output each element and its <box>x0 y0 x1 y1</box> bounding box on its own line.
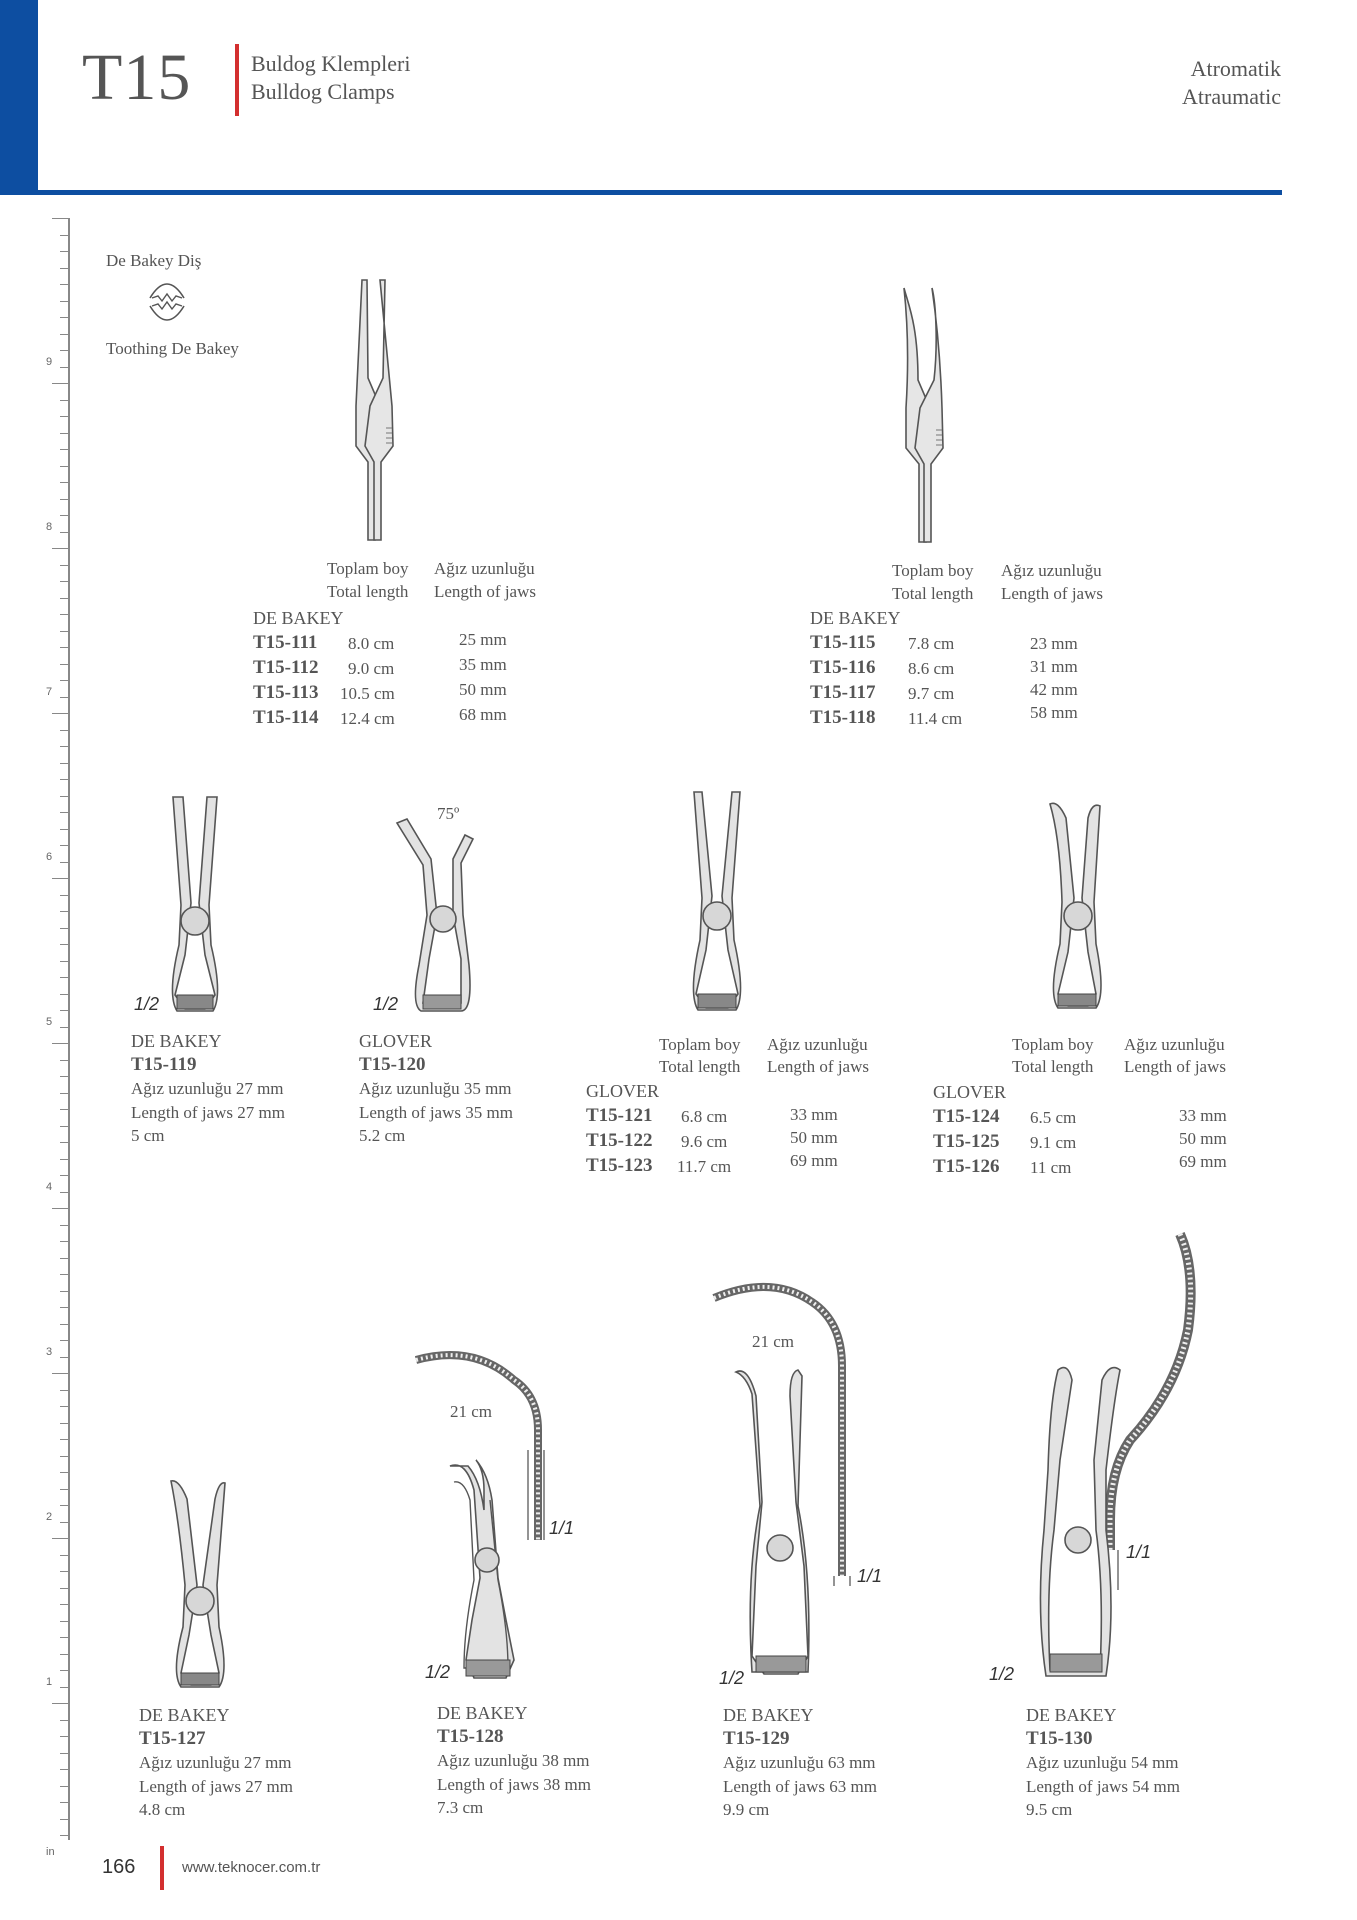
ruler-tick <box>52 383 68 384</box>
scale-label: 1/2 <box>989 1664 1015 1684</box>
ruler-tick <box>60 1175 68 1176</box>
ruler-tick <box>52 1043 68 1044</box>
jaw-length: 50 mm <box>790 1128 838 1147</box>
ruler-tick <box>60 1588 68 1589</box>
ruler-tick <box>60 1109 68 1110</box>
title-tr: Buldog Klempleri <box>251 51 411 76</box>
ruler-tick <box>60 1406 68 1407</box>
ruler-tick <box>60 499 68 500</box>
total-length: 11.4 cm <box>908 709 963 728</box>
ruler-tick <box>60 317 68 318</box>
ruler-tick <box>60 895 68 896</box>
ruler-tick <box>60 1456 68 1457</box>
ruler-tick <box>60 1786 68 1787</box>
jaw-length: 68 mm <box>459 705 507 724</box>
ruler-number: 1 <box>46 1676 53 1688</box>
product-code: T15-118 <box>810 707 876 728</box>
product-code: T15-123 <box>586 1155 653 1176</box>
ruler-tick <box>60 532 68 533</box>
col-jaws-tr: Ağız uzunluğu <box>1124 1035 1225 1054</box>
ruler-tick <box>60 1819 68 1820</box>
ruler-tick <box>60 1060 68 1061</box>
ruler-tick <box>60 746 68 747</box>
header-side-bar <box>0 0 38 195</box>
col-jaws-en: Length of jaws <box>767 1057 869 1076</box>
ruler-tick <box>60 763 68 764</box>
ruler-tick <box>60 862 68 863</box>
jaw-length: 50 mm <box>1179 1129 1227 1148</box>
ruler-tick <box>60 1670 68 1671</box>
item-jaws-tr: Ağız uzunluğu 27 mm <box>139 1753 292 1772</box>
product-code: T15-117 <box>810 682 876 703</box>
col-jaws-tr: Ağız uzunluğu <box>767 1035 868 1054</box>
product-code: T15-125 <box>933 1131 1000 1152</box>
ruler-tick <box>60 416 68 417</box>
scale-label: 1/2 <box>134 994 160 1014</box>
ruler-tick <box>52 1703 68 1704</box>
ruler-tick <box>60 1324 68 1325</box>
ruler-tick <box>52 1208 68 1209</box>
col-total-tr: Toplam boy <box>659 1035 741 1054</box>
ruler-tick <box>60 977 68 978</box>
col-total-en: Total length <box>659 1057 741 1076</box>
ruler-tick <box>60 367 68 368</box>
clamp-t15-124-image <box>1044 798 1110 1012</box>
ruler-tick <box>60 1307 68 1308</box>
ruler-tick <box>60 614 68 615</box>
item-name: DE BAKEY <box>139 1705 230 1725</box>
col-jaws-en: Length of jaws <box>1001 584 1103 603</box>
scale-label: 1/2 <box>425 1662 451 1682</box>
ruler-tick <box>60 1753 68 1754</box>
ruler-tick <box>60 1505 68 1506</box>
item-code: T15-127 <box>139 1728 206 1749</box>
jaw-length: 35 mm <box>459 655 507 674</box>
ruler-tick <box>60 449 68 450</box>
length-label: 21 cm <box>450 1402 493 1421</box>
website-link[interactable]: www.teknocer.com.tr <box>182 1859 321 1876</box>
scale-label: 1/1 <box>1126 1542 1152 1562</box>
total-length: 9.6 cm <box>681 1132 728 1151</box>
ruler-number: 6 <box>46 851 53 863</box>
ruler-tick <box>60 796 68 797</box>
category-en: Atraumatic <box>1182 84 1281 109</box>
ruler-tick <box>60 1522 68 1523</box>
total-length: 10.5 cm <box>340 684 395 703</box>
ruler-tick <box>60 1291 68 1292</box>
ruler-tick <box>60 1687 68 1688</box>
ruler-tick <box>52 218 68 219</box>
ruler-tick <box>60 928 68 929</box>
ruler-tick <box>60 268 68 269</box>
item-code: T15-129 <box>723 1728 790 1749</box>
item-total: 9.5 cm <box>1026 1800 1073 1819</box>
item-jaws-tr: Ağız uzunluğu 38 mm <box>437 1751 590 1770</box>
col-total-tr: Toplam boy <box>327 559 409 578</box>
ruler-tick <box>60 779 68 780</box>
ruler-unit: in <box>46 1846 55 1858</box>
item-total: 5 cm <box>131 1126 165 1145</box>
ruler-tick <box>60 1192 68 1193</box>
clamp-t15-120-image <box>395 815 475 1015</box>
clamp-t15-121-image <box>684 790 750 1014</box>
ruler-tick <box>60 1489 68 1490</box>
ruler-tick <box>60 1159 68 1160</box>
ruler-tick <box>60 829 68 830</box>
item-total: 4.8 cm <box>139 1800 186 1819</box>
total-length: 11.7 cm <box>677 1157 732 1176</box>
ruler-tick <box>60 1274 68 1275</box>
scale-label: 1/1 <box>549 1518 575 1538</box>
length-label: 21 cm <box>752 1332 795 1351</box>
ruler-tick <box>60 433 68 434</box>
ruler-tick <box>60 598 68 599</box>
product-code: T15-116 <box>810 657 876 678</box>
ruler-tick <box>60 1439 68 1440</box>
ruler-number: 7 <box>46 686 53 698</box>
item-total: 7.3 cm <box>437 1798 484 1817</box>
footer-separator <box>160 1846 164 1890</box>
jaw-length: 58 mm <box>1030 703 1078 722</box>
product-code: T15-114 <box>253 707 319 728</box>
item-jaws-en: Length of jaws 38 mm <box>437 1775 591 1794</box>
ruler-tick <box>60 482 68 483</box>
ruler-tick <box>60 301 68 302</box>
ruler-tick <box>60 1076 68 1077</box>
col-total-tr: Toplam boy <box>1012 1035 1094 1054</box>
total-length: 9.0 cm <box>348 659 395 678</box>
scale-label: 1/2 <box>373 994 399 1014</box>
ruler-tick <box>60 845 68 846</box>
toothing-label-tr: De Bakey Diş <box>106 251 202 270</box>
item-jaws-en: Length of jaws 54 mm <box>1026 1777 1180 1796</box>
item-name: DE BAKEY <box>1026 1705 1117 1725</box>
ruler-tick <box>60 1390 68 1391</box>
ruler-tick <box>60 1027 68 1028</box>
ruler-tick <box>60 400 68 401</box>
ruler-tick <box>60 1802 68 1803</box>
product-code: T15-121 <box>586 1105 653 1126</box>
ruler-tick <box>60 680 68 681</box>
col-jaws-tr: Ağız uzunluğu <box>1001 561 1102 580</box>
product-code: T15-115 <box>810 632 876 653</box>
section-code: T15 <box>82 41 192 114</box>
total-length: 6.8 cm <box>681 1107 728 1126</box>
ruler-tick <box>60 565 68 566</box>
ruler-tick <box>60 1241 68 1242</box>
item-jaws-tr: Ağız uzunluğu 27 mm <box>131 1079 284 1098</box>
item-total: 9.9 cm <box>723 1800 770 1819</box>
ruler-tick <box>60 581 68 582</box>
ruler-tick <box>60 1637 68 1638</box>
header-rule <box>38 190 1282 195</box>
jaw-length: 23 mm <box>1030 634 1078 653</box>
col-total-tr: Toplam boy <box>892 561 974 580</box>
ruler-tick <box>60 466 68 467</box>
clamp-t15-130-image <box>1010 1230 1230 1690</box>
product-code: T15-111 <box>253 632 318 653</box>
item-jaws-tr: Ağız uzunluğu 54 mm <box>1026 1753 1179 1772</box>
item-code: T15-130 <box>1026 1728 1093 1749</box>
ruler-tick <box>60 1571 68 1572</box>
ruler-tick <box>60 1736 68 1737</box>
ruler-tick <box>60 1654 68 1655</box>
ruler-tick <box>52 1538 68 1539</box>
jaw-length: 69 mm <box>790 1151 838 1170</box>
total-length: 9.1 cm <box>1030 1133 1077 1152</box>
page-number: 166 <box>102 1856 136 1878</box>
ruler-tick <box>52 878 68 879</box>
title-en: Bulldog Clamps <box>251 79 395 104</box>
jaw-length: 25 mm <box>459 630 507 649</box>
ruler-tick <box>60 1010 68 1011</box>
ruler-tick <box>60 251 68 252</box>
ruler-number: 9 <box>46 356 53 368</box>
ruler-tick <box>60 961 68 962</box>
ruler-tick <box>60 1093 68 1094</box>
ruler-tick <box>60 911 68 912</box>
clamp-straight-image <box>350 278 400 544</box>
item-jaws-en: Length of jaws 63 mm <box>723 1777 877 1796</box>
item-jaws-en: Length of jaws 27 mm <box>139 1777 293 1796</box>
total-length: 8.6 cm <box>908 659 955 678</box>
jaw-length: 33 mm <box>1179 1106 1227 1125</box>
ruler-tick <box>60 1472 68 1473</box>
item-name: DE BAKEY <box>437 1703 528 1723</box>
toothing-icon <box>146 276 188 330</box>
col-total-en: Total length <box>1012 1057 1094 1076</box>
ruler-tick <box>60 1142 68 1143</box>
ruler-tick <box>60 944 68 945</box>
clamp-t15-119-image <box>163 795 228 1015</box>
ruler-tick <box>60 730 68 731</box>
total-length: 12.4 cm <box>340 709 395 728</box>
ruler-tick <box>60 235 68 236</box>
total-length: 6.5 cm <box>1030 1108 1077 1127</box>
ruler-tick <box>60 350 68 351</box>
ruler-tick <box>60 812 68 813</box>
total-length: 7.8 cm <box>908 634 955 653</box>
item-jaws-en: Length of jaws 27 mm <box>131 1103 285 1122</box>
product-code: T15-113 <box>253 682 319 703</box>
ruler-tick <box>60 1340 68 1341</box>
ruler-tick <box>52 1373 68 1374</box>
ruler-tick <box>60 1423 68 1424</box>
group-name: DE BAKEY <box>810 608 901 628</box>
ruler-tick <box>60 1604 68 1605</box>
ruler-tick <box>60 994 68 995</box>
jaw-length: 69 mm <box>1179 1152 1227 1171</box>
item-name: DE BAKEY <box>131 1031 222 1051</box>
ruler-number: 2 <box>46 1511 53 1523</box>
jaw-length: 50 mm <box>459 680 507 699</box>
group-name: GLOVER <box>933 1082 1006 1102</box>
product-code: T15-124 <box>933 1106 1000 1127</box>
ruler <box>68 218 70 1840</box>
ruler-tick <box>60 1621 68 1622</box>
item-code: T15-119 <box>131 1054 197 1075</box>
group-name: GLOVER <box>586 1081 659 1101</box>
ruler-tick <box>60 1357 68 1358</box>
product-code: T15-126 <box>933 1156 1000 1177</box>
jaw-length: 31 mm <box>1030 657 1078 676</box>
col-total-en: Total length <box>327 582 409 601</box>
ruler-tick <box>60 647 68 648</box>
toothing-label-en: Toothing De Bakey <box>106 339 239 358</box>
scale-label: 1/2 <box>719 1668 745 1688</box>
ruler-tick <box>60 697 68 698</box>
jaw-length: 42 mm <box>1030 680 1078 699</box>
ruler-tick <box>60 1720 68 1721</box>
item-name: DE BAKEY <box>723 1705 814 1725</box>
item-jaws-tr: Ağız uzunluğu 63 mm <box>723 1753 876 1772</box>
ruler-tick <box>60 1126 68 1127</box>
col-jaws-tr: Ağız uzunluğu <box>434 559 535 578</box>
title-separator <box>235 44 239 116</box>
total-length: 9.7 cm <box>908 684 955 703</box>
ruler-tick <box>60 631 68 632</box>
ruler-tick <box>60 1555 68 1556</box>
ruler-tick <box>60 1258 68 1259</box>
ruler-tick <box>60 1769 68 1770</box>
item-total: 5.2 cm <box>359 1126 406 1145</box>
item-code: T15-128 <box>437 1726 504 1747</box>
ruler-tick <box>52 548 68 549</box>
ruler-number: 5 <box>46 1016 53 1028</box>
ruler-tick <box>60 334 68 335</box>
scale-label: 1/1 <box>857 1566 883 1586</box>
item-jaws-en: Length of jaws 35 mm <box>359 1103 513 1122</box>
item-name: GLOVER <box>359 1031 432 1051</box>
product-code: T15-122 <box>586 1130 653 1151</box>
total-length: 11 cm <box>1030 1158 1072 1177</box>
col-total-en: Total length <box>892 584 974 603</box>
clamp-t15-127-image <box>167 1477 233 1689</box>
col-jaws-en: Length of jaws <box>434 582 536 601</box>
ruler-tick <box>60 1225 68 1226</box>
ruler-tick <box>60 664 68 665</box>
ruler-number: 8 <box>46 521 53 533</box>
group-name: DE BAKEY <box>253 608 344 628</box>
item-jaws-tr: Ağız uzunluğu 35 mm <box>359 1079 512 1098</box>
jaw-length: 33 mm <box>790 1105 838 1124</box>
ruler-tick <box>60 284 68 285</box>
clamp-curved-image <box>898 284 953 546</box>
item-code: T15-120 <box>359 1054 426 1075</box>
product-code: T15-112 <box>253 657 319 678</box>
category-tr: Atromatik <box>1190 56 1281 81</box>
angle-label: 75º <box>437 804 460 823</box>
ruler-tick <box>60 1835 68 1836</box>
ruler-number: 3 <box>46 1346 53 1358</box>
ruler-tick <box>52 713 68 714</box>
ruler-number: 4 <box>46 1181 53 1193</box>
col-jaws-en: Length of jaws <box>1124 1057 1226 1076</box>
total-length: 8.0 cm <box>348 634 395 653</box>
ruler-tick <box>60 515 68 516</box>
